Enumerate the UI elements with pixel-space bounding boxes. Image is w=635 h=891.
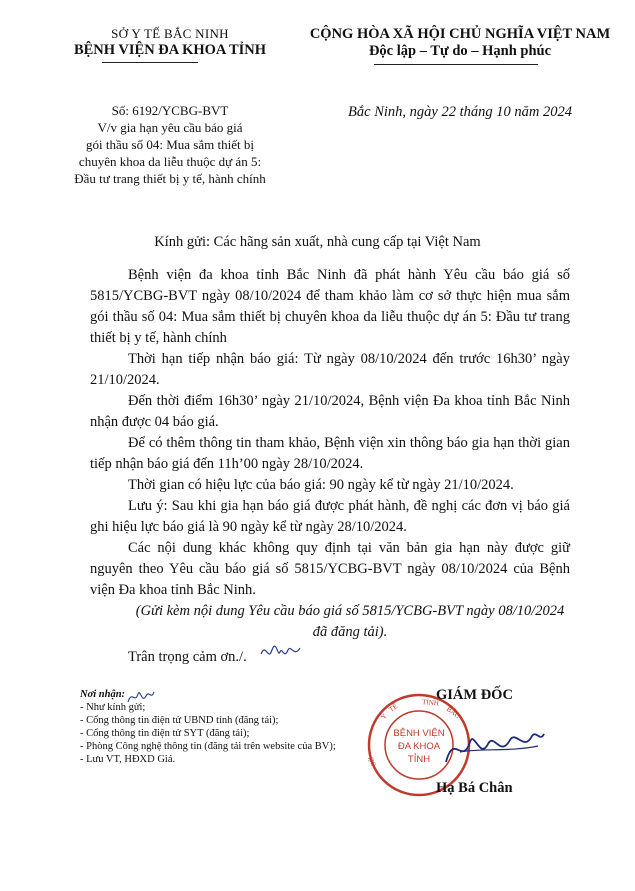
handwritten-signature <box>440 722 550 774</box>
body-paragraph: Bệnh viện đa khoa tỉnh Bắc Ninh đã phát hành Yêu cầu báo giá số 5815/YCBG-BVT ngày 08/10/2024 để tham khảo làm cơ sở thực hiện mua sắm gói thầu số 04: Mua sắm thiết bị chuyên khoa da liễu thuộc dự án 5: Đầu tư trang thiết bị y tế, hành chính <box>90 267 570 346</box>
svg-text:TỈNH: TỈNH <box>421 698 440 708</box>
parent-organization: SỞ Y TẾ BẮC NINH <box>111 26 229 41</box>
body-paragraph: Thời hạn tiếp nhận báo giá: Từ ngày 08/10/2024 đến trước 16h30’ ngày 21/10/2024. <box>90 351 570 388</box>
recipient-line: Kính gửi: Các hãng sản xuất, nhà cung cấp tại Việt Nam <box>154 234 481 250</box>
svg-text:BẮC: BẮC <box>444 705 462 720</box>
motto-underline <box>374 64 538 65</box>
body-paragraph: Lưu ý: Sau khi gia hạn báo giá được phát hành, đề nghị các đơn vị báo giá ghi hiệu lực báo giá là 90 ngày kể từ ngày 28/10/2024. <box>90 498 570 535</box>
attachment-note: (Gửi kèm nội dung Yêu cầu báo giá số 5815/YCBG-BVT ngày 08/10/2024 đã đăng tải). <box>135 603 565 640</box>
stamp-line: ĐA KHOA <box>397 741 441 752</box>
stamp-line: TỈNH <box>407 754 431 765</box>
stamp-line: BỆNH VIỆN <box>393 728 445 739</box>
document-reference <box>40 103 300 187</box>
signer-name: Hạ Bá Chân <box>436 780 513 796</box>
subject-line: chuyên khoa da liễu thuộc dự án 5: <box>78 154 262 169</box>
initial-signature <box>258 640 304 666</box>
national-header <box>300 26 620 60</box>
subject-line: V/v gia hạn yêu cầu báo giá <box>97 120 243 135</box>
national-title: CỘNG HÒA XÃ HỘI CHỦ NGHĨA VIỆT NAM <box>309 26 611 42</box>
subject-line: gói thầu số 04: Mua sắm thiết bị <box>86 137 254 152</box>
organization-name: BỆNH VIỆN ĐA KHOA TỈNH <box>73 42 267 58</box>
recipient-item: - Phòng Công nghệ thông tin (đăng tải trên website của BV); <box>80 741 336 752</box>
document-number: Số: 6192/YCBG-BVT <box>111 103 229 118</box>
body-paragraph: Các nội dung khác không quy định tại văn bản gia hạn này được giữ nguyên theo Yêu cầu báo giá số 5815/YCBG-BVT ngày 08/10/2024 của Bệnh viện Đa khoa tỉnh Bắc Ninh. <box>90 540 570 598</box>
recipient-item: - Lưu VT, HĐXD Giá. <box>80 754 176 765</box>
body-paragraph: Thời gian có hiệu lực của báo giá: 90 ngày kể từ ngày 21/10/2024. <box>128 477 514 493</box>
svg-text:TẾ: TẾ <box>387 702 400 714</box>
issuer-underline <box>102 62 198 63</box>
letter-body <box>90 265 570 668</box>
recipient-item: - Cổng thông tin điện tử UBND tỉnh (đăng tải); <box>80 715 279 726</box>
body-paragraph: Đến thời điểm 16h30’ ngày 21/10/2024, Bệnh viện Đa khoa tỉnh Bắc Ninh nhận được 04 báo giá. <box>90 393 570 430</box>
recipients-initial <box>126 686 156 708</box>
issuer-header <box>40 26 300 59</box>
place-date: Bắc Ninh, ngày 22 tháng 10 năm 2024 <box>348 104 572 120</box>
subject-line: Đầu tư trang thiết bị y tế, hành chính <box>74 171 266 186</box>
svg-text:Y: Y <box>379 712 389 722</box>
closing-line: Trân trọng cảm ơn./. <box>128 649 247 665</box>
signer-title: GIÁM ĐỐC <box>436 687 513 703</box>
recipients-label: Nơi nhận: <box>80 689 126 700</box>
recipient-item: - Cổng thông tin điện tử SYT (đăng tải); <box>80 728 250 739</box>
recipient-item: - Như kính gửi; <box>80 702 146 713</box>
national-motto: Độc lập – Tự do – Hạnh phúc <box>368 43 552 59</box>
body-paragraph: Để có thêm thông tin tham khảo, Bệnh viện xin thông báo gia hạn thời gian tiếp nhận báo giá đến 11h’00 ngày 28/10/2024. <box>90 435 570 472</box>
svg-text:SỞ: SỞ <box>367 755 378 768</box>
